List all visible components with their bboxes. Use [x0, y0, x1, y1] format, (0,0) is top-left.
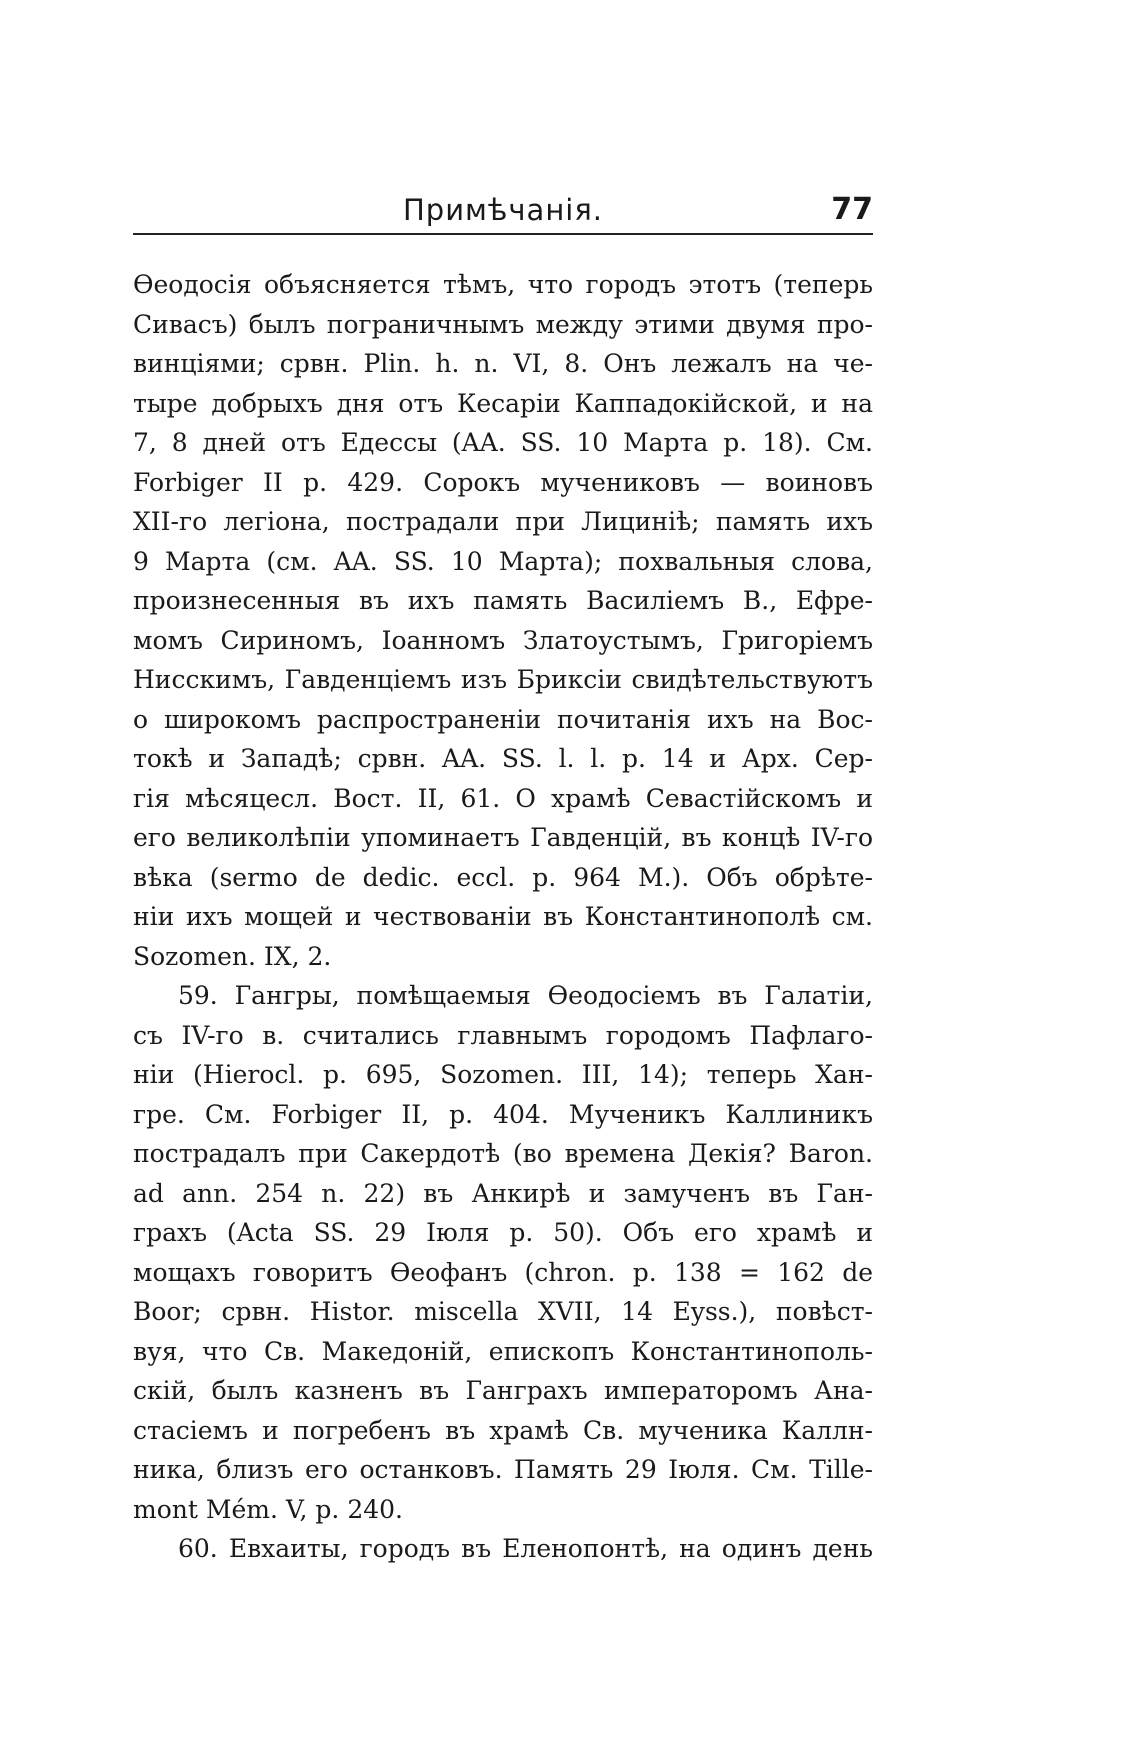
text-line: mont Mém. V, p. 240. [133, 1494, 403, 1524]
text-line: ad ann. 254 n. 22) въ Анкирѣ и замученъ въ Ган- [133, 1178, 873, 1208]
text-line: гре. См. Forbiger II, p. 404. Мученикъ Каллиникъ [133, 1099, 873, 1129]
text-line: съ IV-го в. считались главнымъ городомъ Пафлаго- [133, 1020, 873, 1050]
text-line: Сивасъ) былъ пограничнымъ между этими двумя про- [133, 309, 873, 339]
text-line: гія мѣсяцесл. Вост. II, 61. О храмѣ Севастійскомъ и [133, 783, 873, 813]
header-title: Примѣчанія. [402, 193, 603, 227]
text-line: XII-го легіона, пострадали при Лициніѣ; память ихъ [133, 507, 873, 536]
text-line: скій, былъ казненъ въ Ганграхъ императоромъ Ана- [133, 1376, 873, 1405]
text-line: тыре добрыхъ дня отъ Кесаріи Каппадокійской, и на [133, 388, 873, 418]
text-line: момъ Сириномъ, Іоанномъ Златоустымъ, Григоріемъ [133, 625, 873, 655]
text-line: Boor; срвн. Histor. miscella XVII, 14 Eyss.), повѣст- [133, 1297, 873, 1326]
text-line: произнесенныя въ ихъ память Василіемъ В., Ефре- [133, 586, 873, 615]
text-line: ника, близъ его останковъ. Память 29 Іюля. См. Tille- [133, 1455, 873, 1484]
text-line: винціями; срвн. Plin. h. n. VI, 8. Онъ лежалъ на че- [133, 349, 873, 378]
text-line: Ѳеодосія объясняется тѣмъ, что городъ этотъ (теперь [133, 270, 873, 299]
note-59-start: 59. Гангры, помѣщаемыя Ѳеодосіемъ въ Галатіи, [178, 981, 873, 1010]
text-line: Forbiger II p. 429. Сорокъ мучениковъ — воиновъ [133, 467, 873, 497]
text-line: о широкомъ распространеніи почитанія ихъ на Вос- [133, 704, 873, 734]
text-line: мощахъ говоритъ Ѳеофанъ (chron. p. 138 = 162 de [133, 1257, 873, 1287]
page-number: 77 [831, 192, 873, 227]
text-line: пострадалъ при Сакердотѣ (во времена Декія? Baron. [133, 1139, 873, 1168]
text-line: стасіемъ и погребенъ въ храмѣ Св. мученика Каллн- [133, 1415, 873, 1445]
text-line: ніи ихъ мощей и чествованіи въ Константинополѣ см. [133, 902, 873, 931]
notes-text [133, 265, 873, 1569]
text-line: его великолѣпіи упоминаетъ Гавденцій, въ концѣ IV-го [133, 823, 873, 852]
text-line: ніи (Hierocl. p. 695, Sozomen. III, 14); теперь Хан- [133, 1060, 873, 1089]
text-line: Sozomen. IX, 2. [133, 941, 332, 971]
text-line: грахъ (Acta SS. 29 Іюля p. 50). Объ его храмѣ и [133, 1218, 873, 1247]
text-line: вуя, что Св. Македоній, епископъ Константинополь- [133, 1336, 873, 1366]
text-line: Нисскимъ, Гавденціемъ изъ Бриксіи свидѣтельствуютъ [133, 665, 873, 694]
text-line: токѣ и Западѣ; срвн. AA. SS. l. l. p. 14 и Арх. Сер- [133, 744, 873, 773]
text-line: 7, 8 дней отъ Едессы (AA. SS. 10 Марта p. 18). См. [133, 428, 873, 457]
text-line: 9 Марта (см. AA. SS. 10 Марта); похвальныя слова, [133, 546, 873, 576]
running-header [133, 190, 873, 232]
header-rule [133, 233, 873, 235]
note-60-start: 60. Евхаиты, городъ въ Еленопонтѣ, на одинъ день [178, 1534, 873, 1563]
text-line: вѣка (sermo de dedic. eccl. p. 964 M.). Объ обрѣте- [133, 862, 873, 892]
